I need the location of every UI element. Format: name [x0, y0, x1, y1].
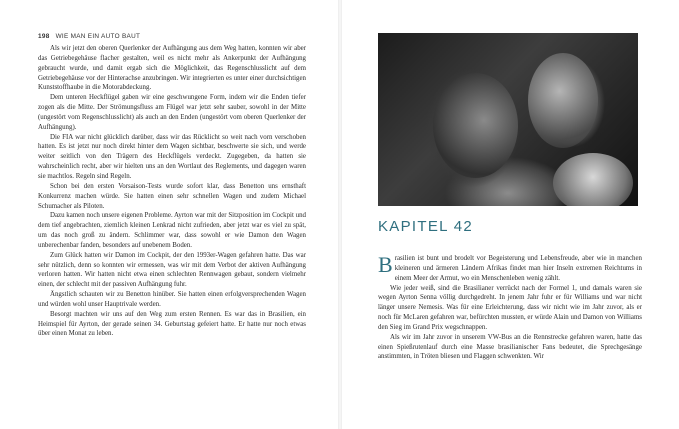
photo-highlight [433, 73, 518, 178]
paragraph: Wie jeder weiß, sind die Brasilianer verrückt nach der Formel 1, und damals waren sie wegen Ayrton Senna völlig durchgedreht. In jenem Jahr fuhr er für Williams und war nicht länger unsere Nemesis. Was für eine Erleichterung, dass wir nicht wie im Jahr zuvor, als er noch für McLaren gefahren war, befürchten mussten, er würde Alain und Damon von Williams den Sieg im Grand Prix wegschnappen. [378, 284, 642, 331]
paragraph: Dem unteren Heckflügel gaben wir eine geschwungene Form, indem wir die Enden tiefer zogen als die Mitte. Der Strömungsfluss am Flügel war jetzt sehr sauber, sowohl in der Mitte (ungestört vom Regenschlusslicht) als auch an den Enden (ungestört vom oberen Querlenker der Aufhängung). [38, 94, 306, 131]
running-head [38, 33, 140, 40]
chapter-title: KAPITEL 42 [378, 218, 473, 235]
paragraph: Ängstlich schauten wir zu Benetton hinüber. Sie hatten einen erfolgversprechenden Wagen und würden wohl unser Hauptrivale werden. [38, 291, 306, 308]
drop-cap: B [378, 252, 393, 277]
paragraph: Als wir im Jahr zuvor in unserem VW-Bus an die Rennstrecke gefahren waren, hatte das einen Spießrutenlauf durch eine Masse brasilianischer Fans bedeutet, die Sprechgesänge anstimmten, in Tröten bliesen und Flaggen schwenkten. Wir [378, 333, 642, 361]
paragraph: Als wir jetzt den oberen Querlenker der Aufhängung aus dem Weg hatten, konnten wir aber das Getriebegehäuse flacher gestalten, weil es nicht mehr als Ankerpunkt der Aufhängung gebraucht wurde, und damit ergab sich die Möglichkeit, das Regenschlusslicht auf dem Getriebegehäuse vor der Hinterachse anzubringen. Wir integrierten es unter einer durchsichtigen Kunststoffhaube in die Motorabdeckung. [38, 45, 306, 92]
left-body-text [38, 44, 306, 339]
page-number: 198 [38, 33, 50, 40]
paragraph: Die FIA war nicht glücklich darüber, dass wir das Rücklicht so weit nach vorn verschoben hatten. Es ist jetzt nur noch direkt hinter dem Wagen sichtbar, beschwerte sie sich, und werde weiter seitlich von den Trägern des Heckflügels verdeckt. Zugegeben, da hatten sie wahrscheinlich recht, aber wir hielten uns an den Wortlaut des Reglements, und dagegen waren sie machtlos. Regeln sind Regeln. [38, 133, 306, 180]
paragraph: Zum Glück hatten wir Damon im Cockpit, der den 1993er-Wagen gefahren hatte. Das war sehr nützlich, denn so konnten wir ermessen, was wir mit dem Verbot der aktiven Aufhängung verloren hatten. Wir hatten nicht etwa einen schlechten Rennwagen gebaut, sondern vielmehr einen, der schlecht mit der passiven Aufhängung fuhr. [38, 251, 306, 289]
right-body-text [378, 254, 642, 362]
black-white-photo [378, 33, 638, 206]
paragraph: Schon bei den ersten Vorsaison-Tests wurde sofort klar, dass Benetton uns ernsthaft Konkurrenz machen würde. Sie hatten einen sehr schnellen Wagen und zudem Michael Schumacher als Piloten. [38, 182, 306, 210]
paragraph: Dazu kamen noch unsere eigenen Probleme. Ayrton war mit der Sitzposition im Cockpit und dem tief angebrachten, ziemlich kleinen Lenkrad nicht zufrieden, aber jetzt war es viel zu spät, um das noch groß zu ändern. Schlimmer war, dass sowohl er wie Damon den Wagen unberechenbar fanden, besonders auf unebenem Boden. [38, 212, 306, 249]
photo-highlight [528, 53, 598, 148]
photo-highlight [553, 153, 633, 206]
first-paragraph-text: rasilien ist bunt und brodelt vor Begeisterung und Lebensfreude, aber wie in manchen kleineren und ärmeren Ländern Afrikas findet man hier Inseln extremen Reichtums in einem Meer der Armut, wo ein Menschenleben wenig zählt. [394, 255, 642, 282]
first-paragraph [378, 254, 642, 284]
paragraph: Besorgt machten wir uns auf den Weg zum ersten Rennen. Es war das in Brasilien, ein Heimspiel für Ayrton, der gerade seinen 34. Geburtstag gefeiert hatte. Er hatte nur noch etwas über einen Monat zu leben. [38, 310, 306, 338]
running-head-title: WIE MAN EIN AUTO BAUT [55, 33, 141, 40]
